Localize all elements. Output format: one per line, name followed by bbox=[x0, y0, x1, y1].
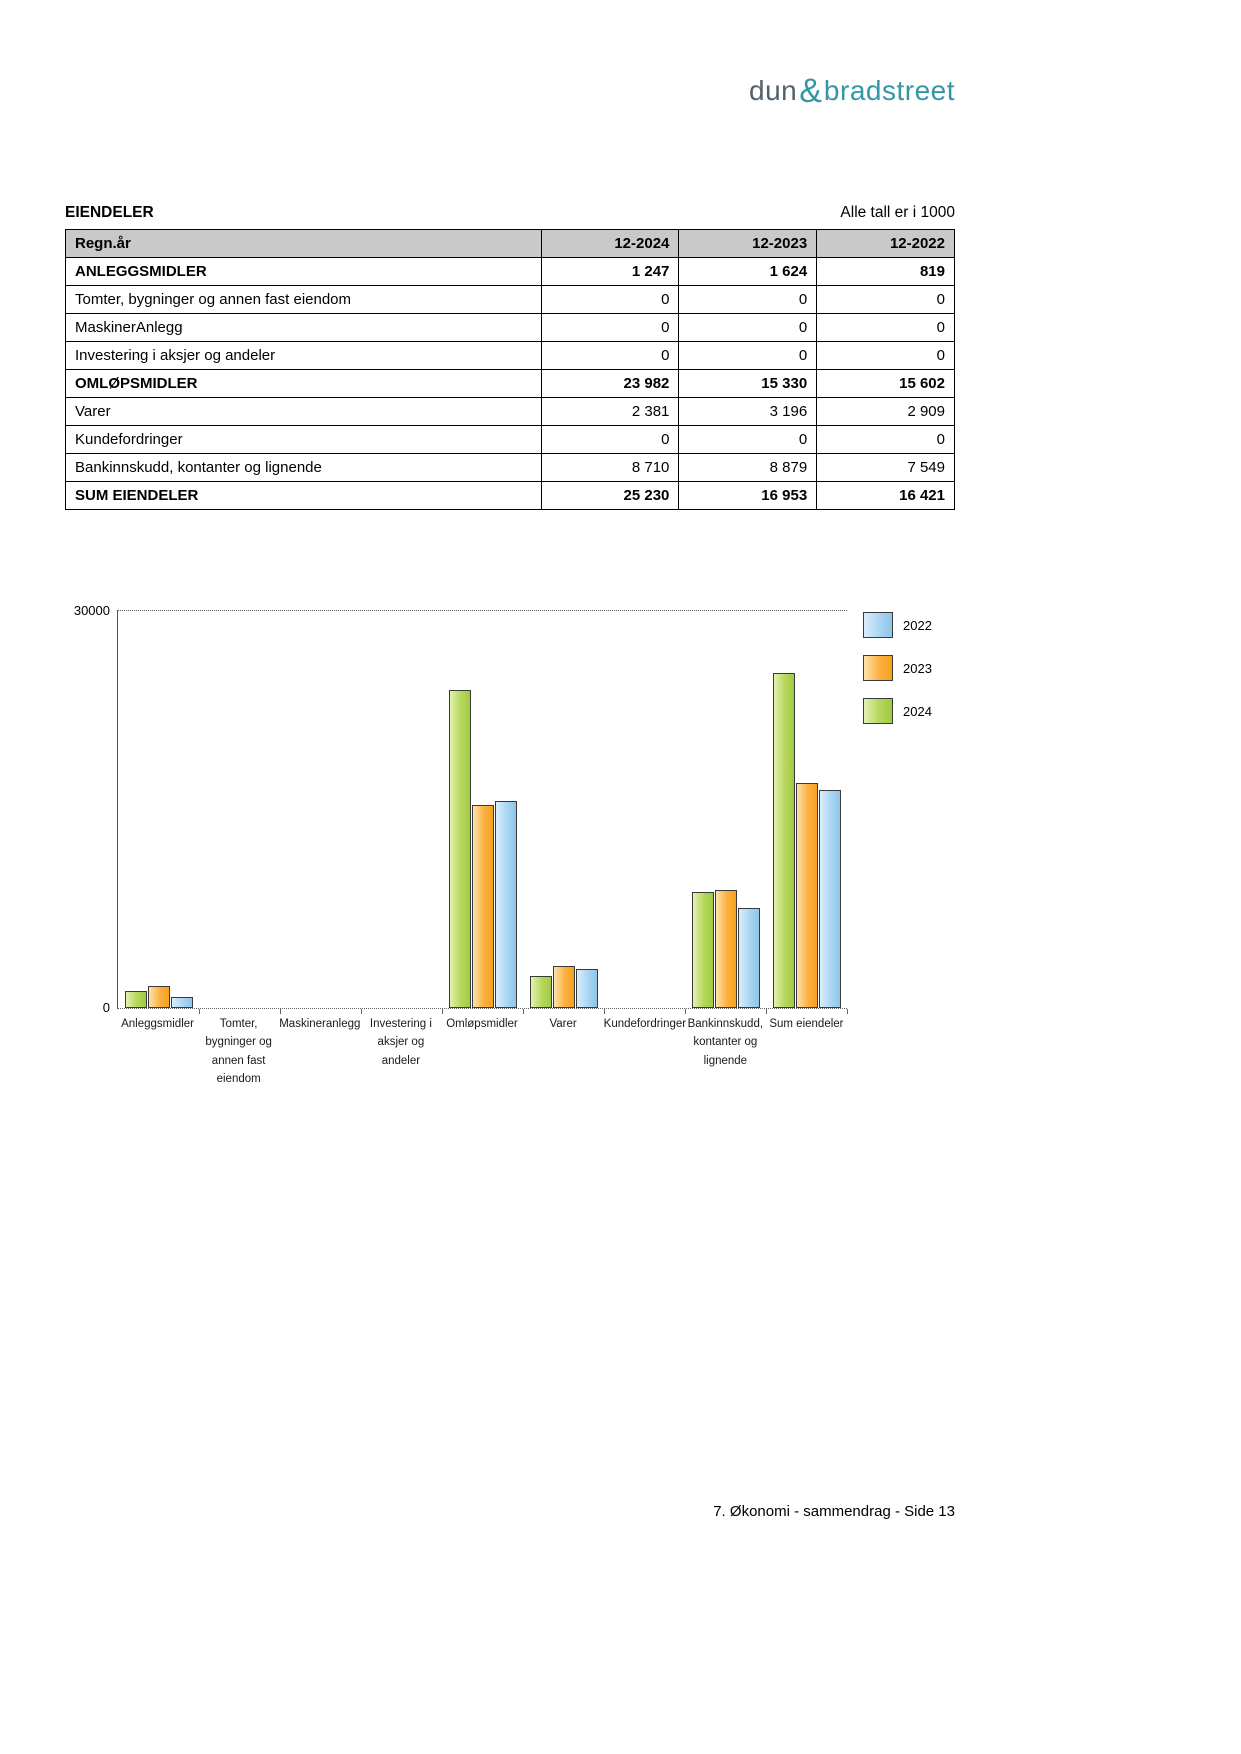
bar-2024 bbox=[773, 673, 795, 1008]
category-label: Bankinnskudd, kontanter og lignende bbox=[687, 1018, 764, 1067]
row-value: 16 421 bbox=[817, 482, 955, 510]
bar-2023 bbox=[148, 986, 170, 1008]
bar-2022 bbox=[495, 801, 517, 1008]
category-label: Tomter, bygninger og annen fast eiendom bbox=[205, 1018, 272, 1086]
bar-group bbox=[118, 610, 199, 1008]
table-row bbox=[66, 426, 955, 454]
row-value: 0 bbox=[817, 314, 955, 342]
row-label: Varer bbox=[66, 398, 542, 426]
category-label: Kundefordringer bbox=[603, 1018, 687, 1030]
plot-area bbox=[117, 610, 847, 1009]
legend-item bbox=[863, 655, 955, 681]
assets-bar-chart bbox=[65, 603, 955, 1089]
row-value: 0 bbox=[679, 342, 817, 370]
row-value: 0 bbox=[817, 286, 955, 314]
row-value: 0 bbox=[817, 342, 955, 370]
column-header: Regn.år bbox=[66, 230, 542, 258]
logo-text-dun: dun bbox=[749, 75, 798, 106]
row-value: 0 bbox=[679, 426, 817, 454]
row-value: 7 549 bbox=[817, 454, 955, 482]
bar-2023 bbox=[472, 805, 494, 1008]
legend-label: 2024 bbox=[903, 703, 932, 719]
bar-group bbox=[442, 610, 523, 1008]
row-value: 0 bbox=[679, 286, 817, 314]
row-label: Kundefordringer bbox=[66, 426, 542, 454]
bar-2022 bbox=[819, 790, 841, 1008]
legend-label: 2023 bbox=[903, 660, 932, 676]
category-label: Omløpsmidler bbox=[446, 1018, 518, 1030]
bar-group bbox=[523, 610, 604, 1008]
bar-group bbox=[766, 610, 847, 1008]
y-axis-min-label: 0 bbox=[102, 1000, 110, 1015]
column-header: 12-2023 bbox=[679, 230, 817, 258]
column-header: 12-2022 bbox=[817, 230, 955, 258]
row-value: 16 953 bbox=[679, 482, 817, 510]
bar-2024 bbox=[449, 690, 471, 1008]
bar-group bbox=[604, 610, 685, 1008]
row-value: 3 196 bbox=[679, 398, 817, 426]
column-header: 12-2024 bbox=[541, 230, 679, 258]
financial-table bbox=[65, 229, 955, 510]
page-footer: 7. Økonomi - sammendrag - Side 13 bbox=[713, 1503, 955, 1520]
bar-2022 bbox=[738, 908, 760, 1008]
row-value: 8 710 bbox=[541, 454, 679, 482]
table-row bbox=[66, 286, 955, 314]
row-value: 1 624 bbox=[679, 258, 817, 286]
y-axis-max-label: 30000 bbox=[73, 603, 110, 618]
bar-2023 bbox=[553, 966, 575, 1008]
row-label: ANLEGGSMIDLER bbox=[66, 258, 542, 286]
bar-2024 bbox=[692, 892, 714, 1008]
legend-item bbox=[863, 698, 955, 724]
bar-2023 bbox=[715, 890, 737, 1008]
row-value: 8 879 bbox=[679, 454, 817, 482]
row-value: 23 982 bbox=[541, 370, 679, 398]
logo-text-bradstreet: bradstreet bbox=[823, 75, 955, 106]
bar-2022 bbox=[576, 969, 598, 1008]
table-row bbox=[66, 258, 955, 286]
table-row bbox=[66, 342, 955, 370]
row-label: OMLØPSMIDLER bbox=[66, 370, 542, 398]
row-value: 1 247 bbox=[541, 258, 679, 286]
legend-swatch-2022 bbox=[863, 612, 893, 638]
row-value: 0 bbox=[541, 426, 679, 454]
section-title: EIENDELER bbox=[65, 204, 154, 221]
table-row bbox=[66, 398, 955, 426]
row-value: 25 230 bbox=[541, 482, 679, 510]
row-value: 819 bbox=[817, 258, 955, 286]
row-label: Investering i aksjer og andeler bbox=[66, 342, 542, 370]
bar-group bbox=[685, 610, 766, 1008]
x-axis-labels bbox=[117, 1009, 847, 1089]
row-value: 0 bbox=[679, 314, 817, 342]
row-value: 0 bbox=[541, 286, 679, 314]
legend-swatch-2024 bbox=[863, 698, 893, 724]
category-label: Sum eiendeler bbox=[769, 1018, 844, 1030]
bar-group bbox=[199, 610, 280, 1008]
units-note: Alle tall er i 1000 bbox=[840, 204, 955, 221]
row-value: 0 bbox=[541, 342, 679, 370]
row-label: Bankinnskudd, kontanter og lignende bbox=[66, 454, 542, 482]
logo-ampersand-icon: & bbox=[799, 72, 822, 110]
bar-2022 bbox=[171, 997, 193, 1008]
y-axis bbox=[65, 603, 117, 1015]
bar-group bbox=[361, 610, 442, 1008]
legend-label: 2022 bbox=[903, 617, 932, 633]
chart-legend bbox=[847, 610, 955, 724]
row-label: SUM EIENDELER bbox=[66, 482, 542, 510]
table-title-row bbox=[65, 204, 955, 222]
table-row bbox=[66, 454, 955, 482]
legend-swatch-2023 bbox=[863, 655, 893, 681]
bar-group bbox=[280, 610, 361, 1008]
bar-2023 bbox=[796, 783, 818, 1008]
plot-column bbox=[117, 610, 847, 1089]
table-header-row bbox=[66, 230, 955, 258]
row-value: 0 bbox=[817, 426, 955, 454]
category-label: Maskineranlegg bbox=[279, 1018, 361, 1030]
row-label: Tomter, bygninger og annen fast eiendom bbox=[66, 286, 542, 314]
row-value: 15 602 bbox=[817, 370, 955, 398]
row-value: 2 909 bbox=[817, 398, 955, 426]
bar-2024 bbox=[125, 991, 147, 1008]
row-label: MaskinerAnlegg bbox=[66, 314, 542, 342]
row-value: 15 330 bbox=[679, 370, 817, 398]
table-row bbox=[66, 370, 955, 398]
category-label: Anleggsmidler bbox=[121, 1018, 194, 1030]
table-row bbox=[66, 314, 955, 342]
row-value: 0 bbox=[541, 314, 679, 342]
legend-item bbox=[863, 612, 955, 638]
bar-2024 bbox=[530, 976, 552, 1008]
dun-bradstreet-logo bbox=[65, 0, 955, 112]
row-value: 2 381 bbox=[541, 398, 679, 426]
table-row bbox=[66, 482, 955, 510]
category-label: Investering i aksjer og andeler bbox=[369, 1018, 432, 1067]
category-label: Varer bbox=[549, 1018, 577, 1030]
